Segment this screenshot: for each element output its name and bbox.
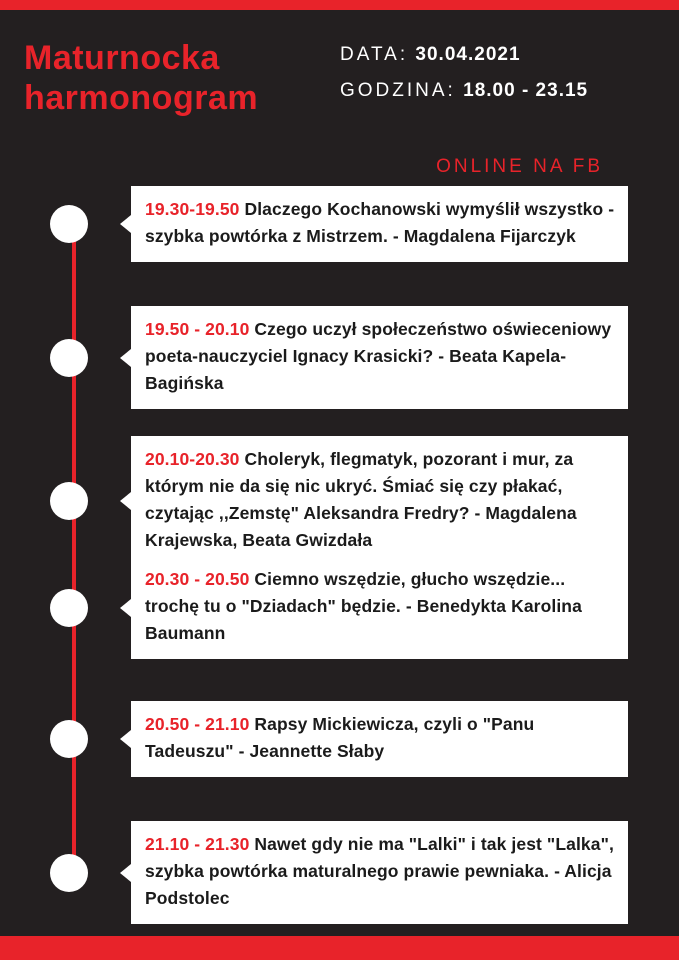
timeline-dot	[50, 205, 88, 243]
schedule-item	[0, 556, 679, 643]
schedule-time: 20.30 - 20.50	[145, 569, 255, 589]
date-value: 30.04.2021	[415, 44, 521, 65]
schedule-description: Czego uczył społeczeństwo oświeceniowy poeta-nauczyciel Ignacy Krasicki? - Beata Kapela-Bagińska	[145, 319, 612, 393]
title-line-2: harmonogram	[24, 79, 259, 117]
schedule-description: Choleryk, flegmatyk, pozorant i mur, za którym nie da się nic ukryć. Śmiać się czy płakać, czytając ,,Zemstę" Aleksandra Fredry? - Magdalena Krajewska, Beata Gwizdała	[145, 449, 577, 550]
time-label: GODZINA:	[340, 80, 456, 101]
card-pointer-icon	[120, 349, 131, 367]
schedule-item	[0, 821, 679, 908]
schedule-item	[0, 186, 679, 266]
schedule-time: 19.50 - 20.10	[145, 319, 255, 339]
schedule-time: 20.10-20.30	[145, 449, 245, 469]
schedule-item	[0, 306, 679, 393]
schedule-card	[131, 821, 628, 924]
title-line-1: Maturnocka	[24, 39, 220, 77]
timeline-dot	[50, 339, 88, 377]
schedule-card	[131, 436, 628, 566]
date-label: DATA:	[340, 44, 409, 65]
schedule-card	[131, 306, 628, 409]
schedule-time: 19.30-19.50	[145, 199, 245, 219]
poster-header	[0, 34, 679, 144]
bottom-accent-bar	[0, 936, 679, 960]
schedule-card	[131, 701, 628, 777]
schedule-card	[131, 556, 628, 659]
card-pointer-icon	[120, 492, 131, 510]
card-pointer-icon	[120, 599, 131, 617]
schedule-time: 21.10 - 21.30	[145, 834, 255, 854]
timeline-dot	[50, 589, 88, 627]
card-pointer-icon	[120, 730, 131, 748]
card-pointer-icon	[120, 864, 131, 882]
online-note: ONLINE NA FB	[436, 156, 603, 177]
event-meta	[340, 44, 670, 116]
date-row	[340, 44, 670, 66]
schedule-item	[0, 701, 679, 781]
schedule-time: 20.50 - 21.10	[145, 714, 255, 734]
schedule-description: Nawet gdy nie ma "Lalki" i tak jest "Lalka", szybka powtórka maturalnego prawie pewniaka. - Alicja Podstolec	[145, 834, 614, 908]
schedule-description: Ciemno wszędzie, głucho wszędzie... trochę tu o "Dziadach" będzie. - Benedykta Karolina Baumann	[145, 569, 582, 643]
schedule-item	[0, 436, 679, 550]
timeline-dot	[50, 854, 88, 892]
schedule-description: Rapsy Mickiewicza, czyli o "Panu Tadeuszu" - Jeannette Słaby	[145, 714, 535, 761]
top-accent-bar	[0, 0, 679, 10]
page-title	[24, 38, 344, 118]
schedule-card	[131, 186, 628, 262]
schedule-description: Dlaczego Kochanowski wymyślił wszystko - szybka powtórka z Mistrzem. - Magdalena Fijarczyk	[145, 199, 615, 246]
timeline-dot	[50, 720, 88, 758]
time-value: 18.00 - 23.15	[463, 80, 589, 101]
card-pointer-icon	[120, 215, 131, 233]
timeline-dot	[50, 482, 88, 520]
time-row	[340, 80, 670, 102]
